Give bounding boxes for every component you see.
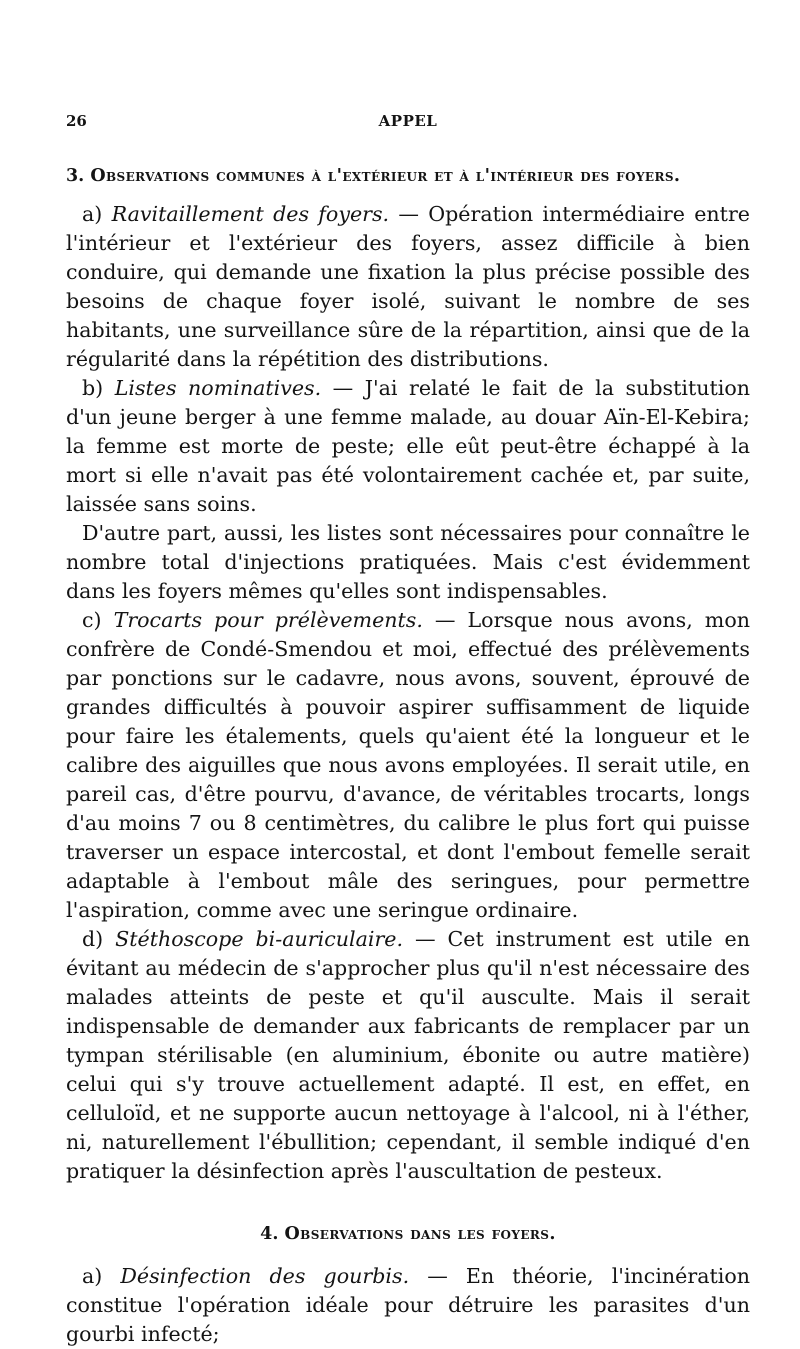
item-letter: b)	[82, 376, 104, 400]
paragraph-desinfection	[66, 1262, 750, 1349]
item-title: Désinfection des gourbis.	[120, 1264, 410, 1288]
item-text: — J'ai relaté le fait de la substitution d'un jeune berger à une femme malade, au douar Aïn-El-Kebira; la femme est morte de peste; elle eût peut-être échappé à la mort si elle n'avait pas été volontairement cachée et, par suite, laissée sans soins.	[66, 376, 751, 516]
section-number: 3.	[66, 166, 85, 186]
book-page	[66, 112, 750, 1349]
section-heading-4	[66, 1222, 750, 1246]
item-title: Trocarts pour prélèvements.	[113, 608, 423, 632]
section-title: Observations communes à l'extérieur et à l'intérieur des foyers.	[90, 166, 681, 186]
section-number: 4.	[260, 1224, 279, 1244]
item-text: — Lorsque nous avons, mon confrère de Condé-Smendou et moi, effectué des prélèvements par ponctions sur le cadavre, nous avons, souvent, éprouvé de grandes difficultés à pouvoir aspirer suffisamment de liquide pour faire les étalements, quels qu'aient été la longueur et le calibre des aiguilles que nous avons employées. Il serait utile, en pareil cas, d'être pourvu, d'avance, de véritables trocarts, longs d'au moins 7 ou 8 centimètres, du calibre le plus fort qui puisse traverser un espace intercostal, et dont l'embout femelle serait adaptable à l'embout mâle des seringues, pour permettre l'aspiration, comme avec une seringue ordinaire.	[66, 608, 750, 922]
item-text: — Cet instrument est utile en évitant au médecin de s'approcher plus qu'il n'est nécessaire des malades atteints de peste et qu'il ausculte. Mais il serait indispensable de demander aux fabricants de remplacer par un tympan stérilisable (en aluminium, ébonite ou autre matière) celui qui s'y trouve actuellement adapté. Il est, en effet, en celluloïd, et ne supporte aucun nettoyage à l'alcool, ni à l'éther, ni, naturellement l'ébullition; cependant, il semble indiqué d'en pratiquer la désinfection après l'auscultation de pesteux.	[66, 927, 750, 1183]
running-title: APPEL	[378, 112, 438, 130]
running-head	[66, 112, 750, 142]
item-letter: c)	[82, 608, 102, 632]
paragraph-stethoscope	[66, 925, 750, 1186]
page-number: 26	[66, 112, 87, 130]
item-text: D'autre part, aussi, les listes sont nécessaires pour connaître le nombre total d'injections pratiquées. Mais c'est évidemment dans les foyers mêmes qu'elles sont indispensables.	[66, 521, 750, 603]
item-text: — En théorie, l'incinération constitue l'opération idéale pour détruire les parasites d'un gourbi infecté;	[66, 1264, 751, 1346]
item-title: Stéthoscope bi-auriculaire.	[115, 927, 404, 951]
section-title: Observations dans les foyers.	[284, 1224, 556, 1244]
item-title: Listes nominatives.	[114, 376, 322, 400]
paragraph-ravitaillement	[66, 200, 750, 374]
item-text: — Opération intermédiaire entre l'intérieur et l'extérieur des foyers, assez difficile à bien conduire, qui demande une fixation la plus précise possible des besoins de chaque foyer isolé, suivant le nombre de ses habitants, une surveillance sûre de la répartition, ainsi que de la régularité dans la répétition des distributions.	[66, 202, 750, 371]
item-letter: a)	[82, 1264, 103, 1288]
paragraph-trocarts	[66, 606, 750, 925]
item-letter: d)	[82, 927, 104, 951]
section-heading-3	[66, 164, 750, 188]
paragraph-autre-part	[66, 519, 750, 606]
paragraph-listes-nominatives	[66, 374, 750, 519]
item-title: Ravitaillement des foyers.	[111, 202, 390, 226]
item-letter: a)	[82, 202, 103, 226]
